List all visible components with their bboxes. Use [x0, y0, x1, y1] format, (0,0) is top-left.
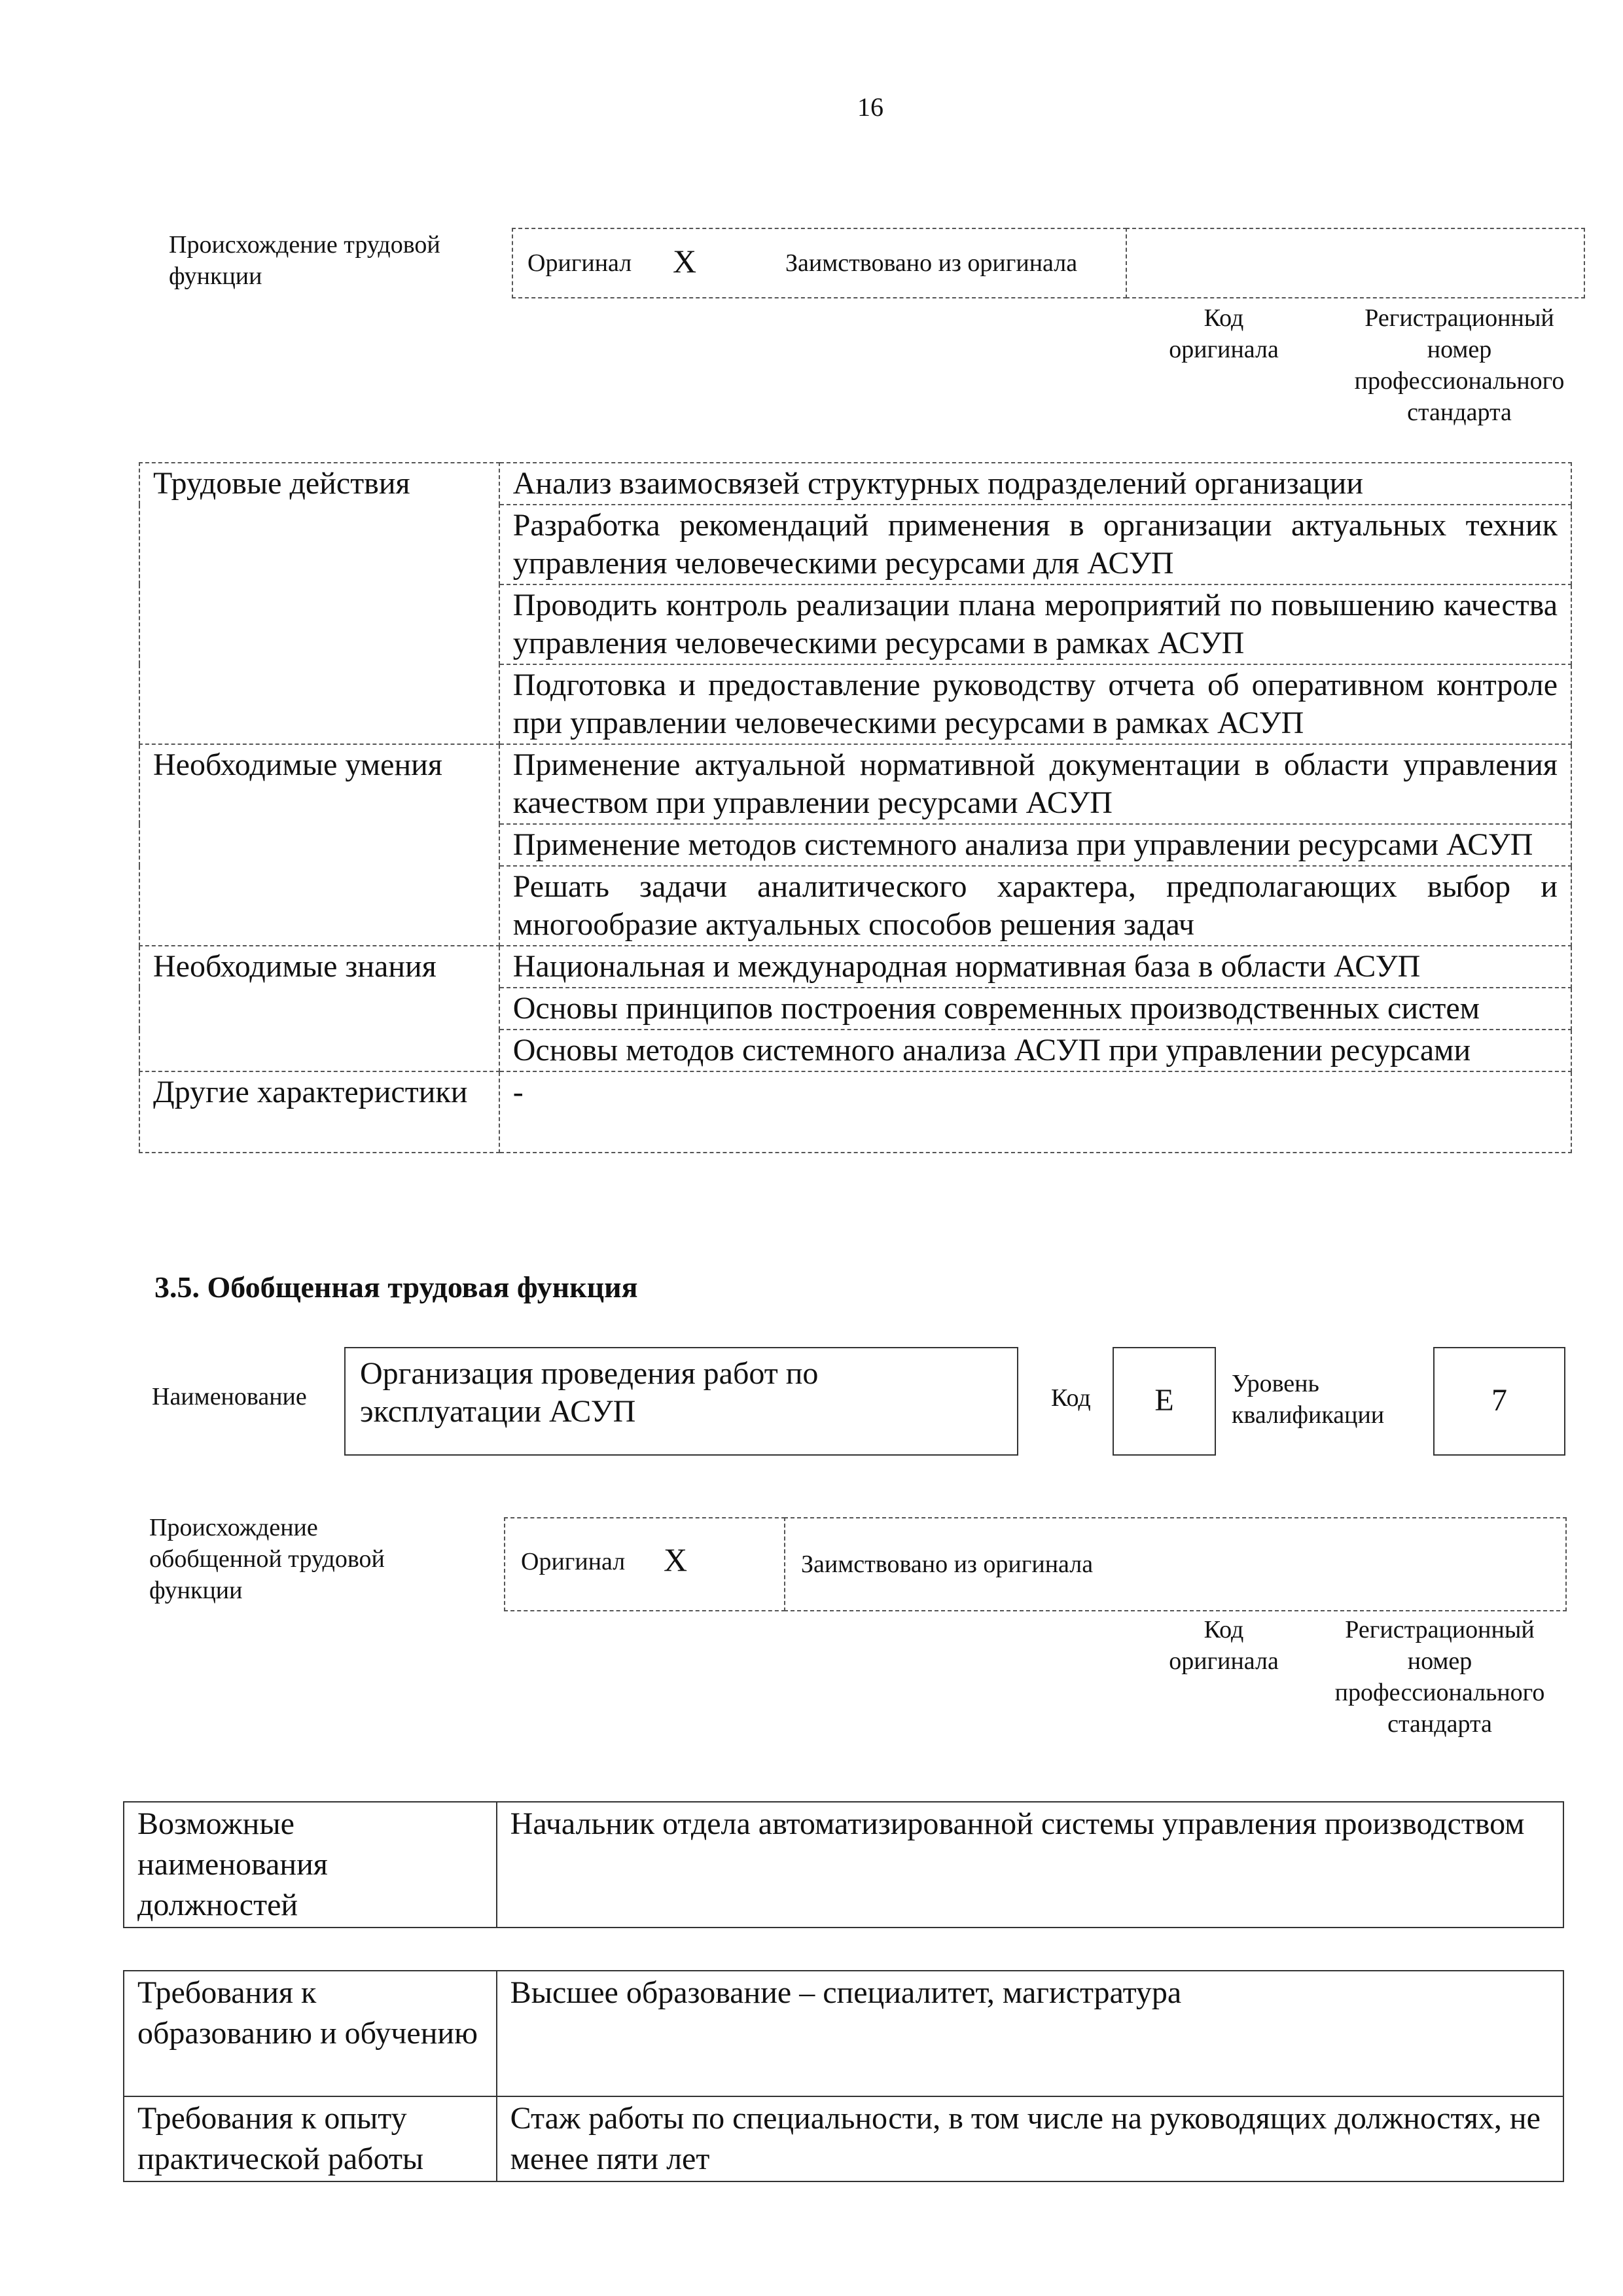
code-label: Код	[1051, 1384, 1091, 1412]
table-cell: Подготовка и предоставление руководству отчета об оперативном контроле при управлении человеческими ресурсами в рамках АСУП	[499, 664, 1571, 744]
code-caption: Код оригинала	[1169, 304, 1279, 363]
name-value-box: Организация проведения работ по эксплуатации АСУП	[344, 1347, 1018, 1456]
origin-label: Происхождение обобщенной трудовой функции	[149, 1514, 385, 1604]
table-row	[139, 946, 1571, 988]
row-label: Требования к опыту практической работы	[124, 2096, 497, 2181]
borrowed-label: Заимствовано из оригинала	[801, 1551, 1094, 1578]
borrowed-label: Заимствовано из оригинала	[785, 249, 1078, 277]
table-cell: Разработка рекомендаций применения в организации актуальных техник управления человеческими ресурсами для АСУП	[499, 505, 1571, 584]
row-label: Трудовые действия	[139, 463, 499, 744]
requirements-table	[123, 1970, 1564, 2182]
row-label: Другие характеристики	[139, 1071, 499, 1153]
page-number: 16	[857, 92, 883, 122]
table-cell: Основы принципов построения современных производственных систем	[499, 988, 1571, 1030]
table-cell: Применение актуальной нормативной документации в области управления качеством при управлении ресурсами АСУП	[499, 744, 1571, 824]
table-row	[139, 463, 1571, 505]
table-row	[139, 744, 1571, 824]
function-details-table	[139, 462, 1572, 1153]
reg-number-caption: Регистрационный номер профессионального стандарта	[1354, 304, 1565, 426]
table-cell: Стаж работы по специальности, в том числе на руководящих должностях, не менее пяти лет	[497, 2096, 1563, 2181]
row-label: Возможные наименования должностей	[124, 1802, 497, 1928]
original-x-mark: X	[673, 243, 697, 279]
table-row	[124, 2096, 1563, 2181]
table-cell: -	[499, 1071, 1571, 1153]
row-label: Необходимые умения	[139, 744, 499, 946]
table-cell: Основы методов системного анализа АСУП при управлении ресурсами	[499, 1030, 1571, 1071]
table-cell: Высшее образование – специалитет, магистратура	[497, 1971, 1563, 2096]
original-x-mark: X	[664, 1541, 688, 1578]
level-value-box: 7	[1433, 1347, 1565, 1456]
row-label: Необходимые знания	[139, 946, 499, 1071]
positions-table	[123, 1801, 1564, 1928]
origin-label: Происхождение трудовой функции	[169, 231, 440, 290]
table-cell: Начальник отдела автоматизированной системы управления производством	[497, 1802, 1563, 1928]
origin-code-box	[1126, 228, 1585, 298]
table-cell: Применение методов системного анализа при управлении ресурсами АСУП	[499, 824, 1571, 866]
table-row	[124, 1971, 1563, 2096]
table-cell: Решать задачи аналитического характера, предполагающих выбор и многообразие актуальных способов решения задач	[499, 866, 1571, 946]
table-cell: Анализ взаимосвязей структурных подразделений организации	[499, 463, 1571, 505]
section-heading: 3.5. Обобщенная трудовая функция	[154, 1270, 638, 1304]
name-label: Наименование	[152, 1383, 307, 1410]
table-cell: Национальная и международная нормативная база в области АСУП	[499, 946, 1571, 988]
table-row	[139, 1071, 1571, 1153]
row-label: Требования к образованию и обучению	[124, 1971, 497, 2096]
code-caption: Код оригинала	[1169, 1616, 1279, 1675]
original-label: Оригинал	[521, 1548, 626, 1575]
reg-number-caption: Регистрационный номер профессионального стандарта	[1334, 1616, 1545, 1738]
code-value-box: E	[1113, 1347, 1216, 1456]
original-label: Оригинал	[527, 249, 632, 277]
table-row	[124, 1802, 1563, 1928]
table-cell: Проводить контроль реализации плана мероприятий по повышению качества управления человеческими ресурсами в рамках АСУП	[499, 584, 1571, 664]
level-label: Уровень квалификации	[1232, 1370, 1385, 1429]
